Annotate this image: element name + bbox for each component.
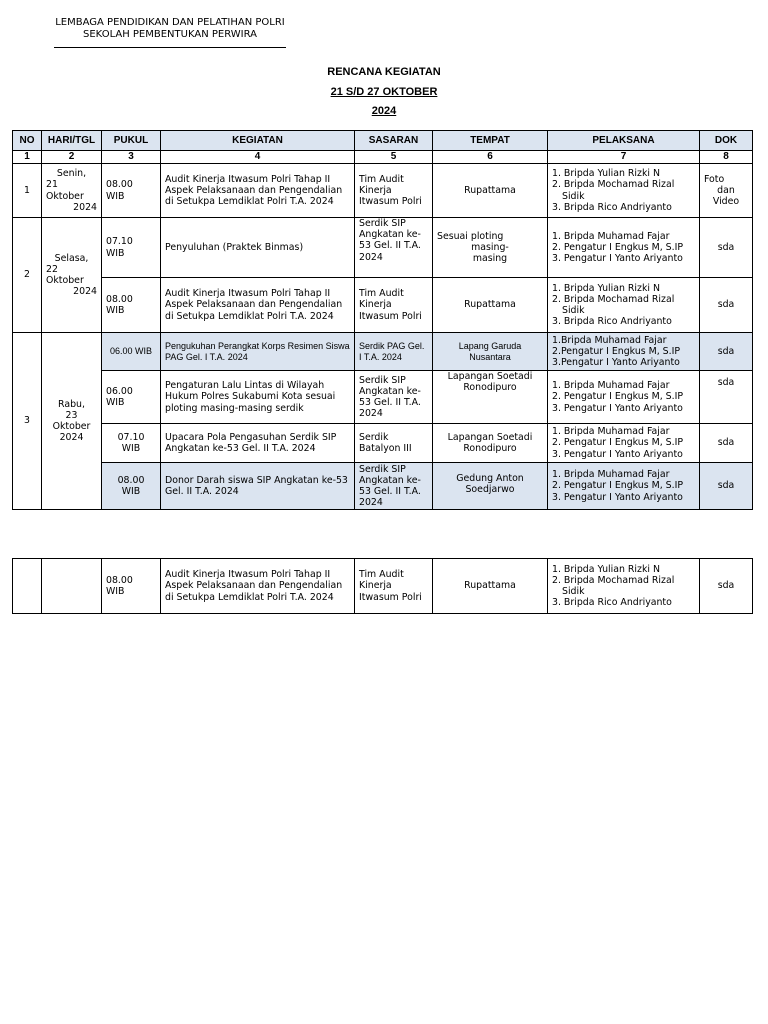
col-number: 3 [102,151,161,164]
row-dok: sda [700,333,753,371]
row-target: Serdik SIP Angkatan ke-53 Gel. II T.A. 2024 [355,463,433,510]
row-place: Gedung Anton Soedjarwo [433,463,548,510]
institution-name: LEMBAGA PENDIDIKAN DAN PELATIHAN POLRI [55,17,285,28]
row-dok: Foto dan Video [700,164,753,218]
school-name: SEKOLAH PEMBENTUKAN PERWIRA [83,29,257,40]
col-number: 1 [13,151,42,164]
continuation-table [12,558,753,614]
row-target: Serdik PAG Gel. I T.A. 2024 [355,333,433,371]
table-row [13,333,753,371]
row-target: Tim Audit Kinerja Itwasum Polri [355,559,433,614]
col-number: 6 [433,151,548,164]
row-place: Lapangan Soetadi Ronodipuro [433,371,548,424]
schedule-table [12,130,753,510]
col-number: 2 [42,151,102,164]
row-place: Sesuai ploting masing- masing [433,218,548,278]
row-activity: Audit Kinerja Itwasum Polri Tahap II Aspek Pelaksanaan dan Pengendalian di Setukpa Lemdiklat Polri T.A. 2024 [161,278,355,333]
row-no: 3 [13,333,42,510]
page-title: RENCANA KEGIATAN [327,66,441,78]
row-place: Rupattama [433,559,548,614]
table-row [13,218,753,278]
col-number: 8 [700,151,753,164]
table-row [13,278,753,333]
row-time: 07.10 WIB [102,424,161,463]
col-tempat: TEMPAT [433,131,548,151]
row-executors: 1. Bripda Yulian Rizki N 2. Bripda Mochamad Rizal Sidik 3. Bripda Rico Andriyanto [548,164,700,218]
header-underline [54,47,286,48]
row-time: 06.00 WIB [102,333,161,371]
row-place: Rupattama [433,164,548,218]
row-no: 2 [13,218,42,333]
document-header [54,17,286,41]
date-range: 21 S/D 27 OKTOBER [330,86,438,98]
row-target: Tim Audit Kinerja Itwasum Polri [355,164,433,218]
col-no: NO [13,131,42,151]
row-activity: Audit Kinerja Itwasum Polri Tahap II Aspek Pelaksanaan dan Pengendalian di Setukpa Lemdiklat Polri T.A. 2024 [161,164,355,218]
row-activity: Audit Kinerja Itwasum Polri Tahap II Aspek Pelaksanaan dan Pengendalian di Setukpa Lemdiklat Polri T.A. 2024 [161,559,355,614]
row-target: Serdik Batalyon III [355,424,433,463]
row-date [42,559,102,614]
row-no: 1 [13,164,42,218]
row-place: Lapangan Soetadi Ronodipuro [433,424,548,463]
row-time: 08.00 WIB [102,559,161,614]
col-number: 7 [548,151,700,164]
row-activity: Pengaturan Lalu Lintas di Wilayah Hukum Polres Sukabumi Kota sesuai ploting masing-masing serdik [161,371,355,424]
row-place: Rupattama [433,278,548,333]
table-row [13,424,753,463]
row-dok: sda [700,463,753,510]
col-dok: DOK [700,131,753,151]
table-row [13,371,753,424]
row-date: Rabu, 23 Oktober 2024 [42,333,102,510]
row-activity: Donor Darah siswa SIP Angkatan ke-53 Gel. II T.A. 2024 [161,463,355,510]
row-time: 08.00 WIB [102,463,161,510]
row-time: 06.00 WIB [102,371,161,424]
col-sasaran: SASARAN [355,131,433,151]
row-dok: sda [700,559,753,614]
table-row [13,463,753,510]
col-pelaksana: PELAKSANA [548,131,700,151]
row-dok: sda [700,424,753,463]
row-dok: sda [700,278,753,333]
row-time: 08.00 WIB [102,164,161,218]
table-row [13,164,753,218]
row-no [13,559,42,614]
row-executors: 1. Bripda Yulian Rizki N 2. Bripda Mochamad Rizal Sidik 3. Bripda Rico Andriyanto [548,559,700,614]
row-date: Senin, 21 Oktober 2024 [42,164,102,218]
row-executors: 1.Bripda Muhamad Fajar 2.Pengatur I Engkus M, S.IP 3.Pengatur I Yanto Ariyanto [548,333,700,371]
col-number: 4 [161,151,355,164]
col-pukul: PUKUL [102,131,161,151]
row-date: Selasa, 22 Oktober 2024 [42,218,102,333]
row-executors: 1. Bripda Muhamad Fajar 2. Pengatur I Engkus M, S.IP 3. Pengatur I Yanto Ariyanto [548,463,700,510]
row-dok: sda [700,371,753,424]
row-place: Lapang Garuda Nusantara [433,333,548,371]
row-executors: 1. Bripda Muhamad Fajar 2. Pengatur I Engkus M, S.IP 3. Pengatur I Yanto Ariyanto [548,371,700,424]
row-executors: 1. Bripda Muhamad Fajar 2. Pengatur I Engkus M, S.IP 3. Pengatur I Yanto Ariyanto [548,424,700,463]
col-kegiatan: KEGIATAN [161,131,355,151]
row-executors: 1. Bripda Muhamad Fajar 2. Pengatur I Engkus M, S.IP 3. Pengatur I Yanto Ariyanto [548,218,700,278]
table-row [13,559,753,614]
year: 2024 [371,105,397,117]
column-number-row [13,151,753,164]
row-target: Serdik SIP Angkatan ke- 53 Gel. II T.A. 2024 [355,218,433,278]
col-hari-tgl: HARI/TGL [42,131,102,151]
row-activity: Upacara Pola Pengasuhan Serdik SIP Angkatan ke-53 Gel. II T.A. 2024 [161,424,355,463]
row-time: 07.10 WIB [102,218,161,278]
row-activity: Pengukuhan Perangkat Korps Resimen Siswa PAG Gel. I T.A. 2024 [161,333,355,371]
row-activity: Penyuluhan (Praktek Binmas) [161,218,355,278]
row-time: 08.00 WIB [102,278,161,333]
row-target: Serdik SIP Angkatan ke- 53 Gel. II T.A. 2024 [355,371,433,424]
row-target: Tim Audit Kinerja Itwasum Polri [355,278,433,333]
col-number: 5 [355,151,433,164]
header-row [13,131,753,151]
row-dok: sda [700,218,753,278]
row-executors: 1. Bripda Yulian Rizki N 2. Bripda Mochamad Rizal Sidik 3. Bripda Rico Andriyanto [548,278,700,333]
